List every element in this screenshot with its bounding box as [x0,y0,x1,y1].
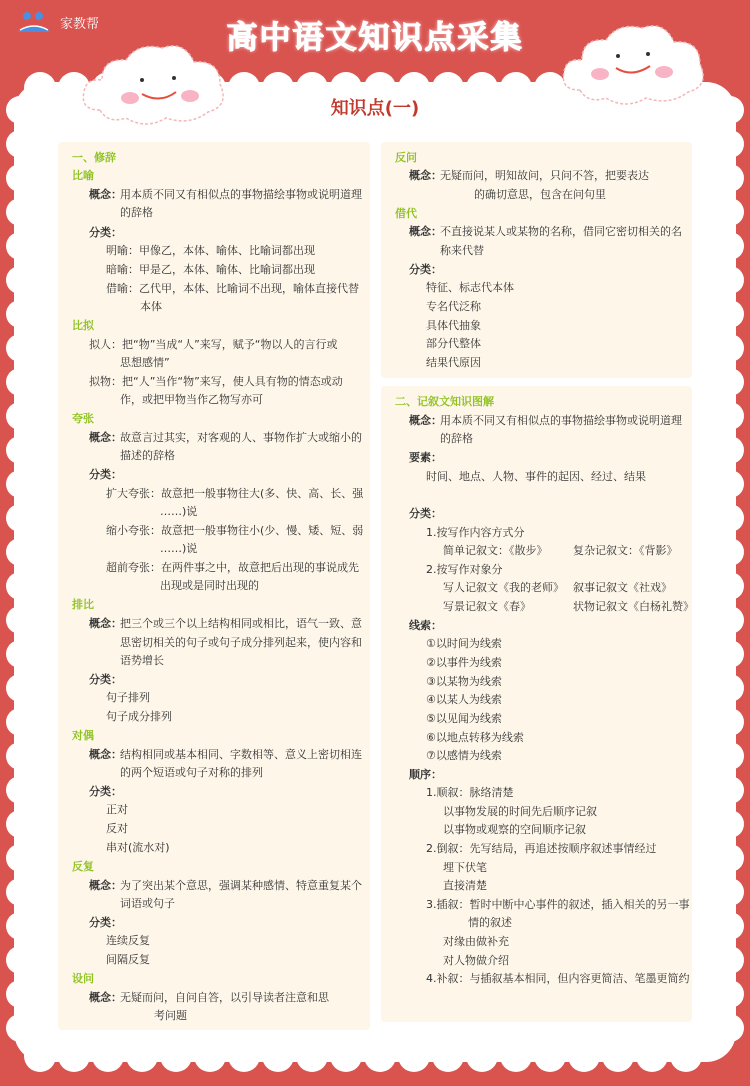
subtitle-kuazhang: 夸张 [72,412,94,425]
list-item: 具体代抽象 [426,319,481,332]
scallop-edge [24,1040,56,1072]
label: 概念： [89,617,122,630]
scallop-edge [716,878,744,906]
scallop-edge [716,130,744,158]
scallop-edge [6,470,34,498]
list-item: 扩大夸张：故意把一般事物往大(多、快、高、长、强 [106,487,364,500]
text: 以事物或观察的空间顺序记叙 [443,823,586,836]
scallop-edge [6,436,34,464]
list-item: 连续反复 [106,934,150,947]
subtitle-biyu: 比喻 [72,169,94,182]
scallop-edge [716,504,744,532]
label: 概念： [89,991,122,1004]
label: 分类： [89,916,122,929]
scallop-edge [716,300,744,328]
scallop-edge [6,674,34,702]
text: 不直接说某人或某物的名称，借同它密切相关的名 [440,225,682,238]
text: 直接清楚 [443,879,487,892]
text: 1.按写作内容方式分 [426,526,525,539]
right-top-panel [381,142,692,378]
scallop-edge [716,640,744,668]
text: 考问题 [154,1009,187,1022]
text: 的确切意思，包含在问句里 [474,188,606,201]
list-item: 反对 [106,822,128,835]
scallop-edge [6,946,34,974]
scallop-edge [6,266,34,294]
scallop-edge [534,1040,566,1072]
text: 无疑而问，自问自答，以引导读者注意和思 [120,991,329,1004]
scallop-edge [6,708,34,736]
text: 埋下伏笔 [443,861,487,874]
scallop-edge [58,1040,90,1072]
section-title-narrative: 二、记叙文知识图解 [395,395,494,408]
scallop-edge [6,198,34,226]
scallop-edge [716,844,744,872]
text: 4.补叙：与插叙基本相同，但内容更简洁、笔墨更简约 [426,972,690,985]
scallop-edge [6,606,34,634]
title-part-2: 语文 [292,20,359,56]
label: 顺序： [409,768,442,781]
text: 情的叙述 [468,916,512,929]
text: 写人记叙文《我的老师》 [443,581,564,594]
scallop-edge [568,1040,600,1072]
scallop-edge [6,504,34,532]
scallop-edge [228,1040,260,1072]
text: 语势增长 [120,654,164,667]
scallop-edge [6,232,34,260]
scallop-edge [6,878,34,906]
text: 1.顺叙：脉络清楚 [426,786,514,799]
scallop-edge [6,572,34,600]
list-item: 结果代原因 [426,356,481,369]
section-heading: 知识点(一) [330,98,420,119]
text: 的辞格 [120,206,153,219]
scallop-edge [6,912,34,940]
scallop-edge [6,844,34,872]
list-item: ④以某人为线索 [426,693,502,706]
label: 概念： [89,879,122,892]
text: 2.倒叙：先写结局，再追述按顺序叙述事情经过 [426,842,657,855]
label: 概念： [89,431,122,444]
list-item: 借喻：乙代甲，本体、比喻词不出现，喻体直接代替 [106,282,359,295]
list-item: ……)说 [160,505,198,518]
scallop-edge [6,776,34,804]
list-item: 部分代整体 [426,337,481,350]
text: 为了突出某个意思，强调某种感情、特意重复某个 [120,879,362,892]
list-item: 超前夸张：在两件事之中，故意把后出现的事说成先 [106,561,359,574]
list-item: 缩小夸张：故意把一般事物往小(少、慢、矮、短、弱 [106,524,364,537]
text: 对人物做介绍 [443,954,509,967]
label: 分类： [89,226,122,239]
left-panel [58,142,370,1030]
scallop-edge [670,1040,702,1072]
scallop-edge [330,1040,362,1072]
scallop-edge [716,912,744,940]
text: 无疑而问，明知故问，只问不答，把要表达 [440,169,649,182]
list-item: 间隔反复 [106,953,150,966]
scallop-edge [6,130,34,158]
scallop-edge [716,980,744,1008]
label: 分类： [409,507,442,520]
scallop-edge [716,164,744,192]
scallop-edge [6,164,34,192]
scallop-edge [194,1040,226,1072]
subtitle-fanwen: 反问 [395,151,417,164]
list-item: 串对(流水对) [106,841,170,854]
text: 作，或把甲物当作乙物写亦可 [120,393,263,406]
text: 对缘由做补充 [443,935,509,948]
scallop-edge [398,1040,430,1072]
label: 分类： [409,263,442,276]
scallop-edge [466,1040,498,1072]
scallop-edge [716,334,744,362]
list-item: 暗喻：甲是乙，本体、喻体、比喻词都出现 [106,263,315,276]
title-part-3: 知识点 [358,20,458,56]
subtitle-binni: 比拟 [72,319,94,332]
scallop-edge [716,946,744,974]
scallop-edge [716,810,744,838]
subtitle-duiou: 对偶 [72,729,94,742]
right-bottom-panel [381,386,692,1022]
scallop-edge [296,1040,328,1072]
label: 分类： [89,468,122,481]
title-part-4: 采集 [457,20,524,56]
text: 描述的辞格 [120,449,175,462]
scallop-edge [716,674,744,702]
list-item: ⑤以见闻为线索 [426,712,502,725]
label: 概念： [89,748,122,761]
text: 简单记叙文：《散步》 [443,544,548,557]
scallop-edge [160,1040,192,1072]
label: 概念： [409,414,442,427]
scallop-edge [716,368,744,396]
scallop-edge [636,1040,668,1072]
label: 分类： [89,673,122,686]
list-item: ③以某物为线索 [426,675,502,688]
scallop-edge [716,1014,744,1042]
scallop-edge [716,742,744,770]
scallop-edge [6,742,34,770]
scallop-edge [716,266,744,294]
text: 拟人：把“物”当成“人”来写，赋予“物以人的言行或 [89,338,338,351]
text: 结构相同或基本相同、字数相等、意义上密切相连 [120,748,362,761]
scallop-edge [6,538,34,566]
list-item: ⑥以地点转移为线索 [426,731,524,744]
text: 2.按写作对象分 [426,563,503,576]
scallop-edge [262,1040,294,1072]
text: 以事物发展的时间先后顺序记叙 [443,805,597,818]
text: 故意言过其实，对客观的人、事物作扩大或缩小的 [120,431,362,444]
list-item: ⑦以感情为线索 [426,749,502,762]
text: 用本质不同又有相似点的事物描绘事物或说明道理 [120,188,362,201]
scallop-edge [6,300,34,328]
list-item: 特征、标志代本体 [426,281,514,294]
subtitle-fanfu: 反复 [72,860,94,873]
list-item: 句子排列 [106,691,150,704]
label: 要素： [409,451,442,464]
list-item: ……)说 [160,542,198,555]
scallop-edge [716,232,744,260]
title-part-1: 高中 [226,20,293,56]
scallop-edge [716,470,744,498]
text: 称来代替 [440,244,484,257]
scallop-edge [602,1040,634,1072]
text: 词语或句子 [120,897,175,910]
label: 概念： [89,188,122,201]
label: 概念： [409,225,442,238]
label: 概念： [409,169,442,182]
scallop-edge [716,606,744,634]
text: 用本质不同又有相似点的事物描绘事物或说明道理 [440,414,682,427]
scallop-edge [92,1040,124,1072]
list-item: 句子成分排列 [106,710,172,723]
text: 思想感情” [120,356,170,369]
text: 状物记叙文《白杨礼赞》 [573,600,694,613]
text: 叙事记叙文《社戏》 [573,581,672,594]
scallop-edge [716,198,744,226]
text: 把三个或三个以上结构相同或相比，语气一致、意 [120,617,362,630]
list-item: 本体 [140,300,162,313]
section-title-rhetoric: 一、修辞 [72,151,116,164]
scallop-edge [716,708,744,736]
scallop-edge [716,436,744,464]
scallop-edge [6,640,34,668]
text: 思密切相关的句子或句子成分排列起来，使内容和 [120,636,362,649]
scallop-edge [6,980,34,1008]
list-item: ②以事件为线索 [426,656,502,669]
scallop-edge [716,538,744,566]
label: 线索： [409,619,442,632]
subtitle-jiedai: 借代 [395,207,417,220]
text: 拟物：把“人”当作“物”来写，使人具有物的情态或动 [89,375,343,388]
text: 的两个短语或句子对称的排列 [120,766,263,779]
list-item: 出现或是同时出现的 [160,579,259,592]
scallop-edge [6,368,34,396]
text: 3.插叙：暂时中断中心事件的叙述，插入相关的另一事 [426,898,690,911]
label: 分类： [89,785,122,798]
text: 的辞格 [440,432,473,445]
scallop-edge [432,1040,464,1072]
scallop-edge [364,1040,396,1072]
scallop-edge [716,402,744,430]
scallop-edge [126,1040,158,1072]
list-item: ①以时间为线索 [426,637,502,650]
list-item: 正对 [106,803,128,816]
scallop-edge [6,334,34,362]
scallop-edge [716,572,744,600]
scallop-edge [6,402,34,430]
text: 写景记叙文《春》 [443,600,531,613]
subtitle-shewen: 设问 [72,972,94,985]
list-item: 专名代泛称 [426,300,481,313]
scallop-edge [6,810,34,838]
list-item: 明喻：甲像乙，本体、喻体、比喻词都出现 [106,244,315,257]
brand-name: 家教帮 [60,16,100,32]
scallop-edge [716,776,744,804]
text: 时间、地点、人物、事件的起因、经过、结果 [426,470,646,483]
scallop-edge [6,1014,34,1042]
text: 复杂记叙文：《背影》 [573,544,678,557]
subtitle-paibi: 排比 [72,598,94,611]
scallop-edge [500,1040,532,1072]
